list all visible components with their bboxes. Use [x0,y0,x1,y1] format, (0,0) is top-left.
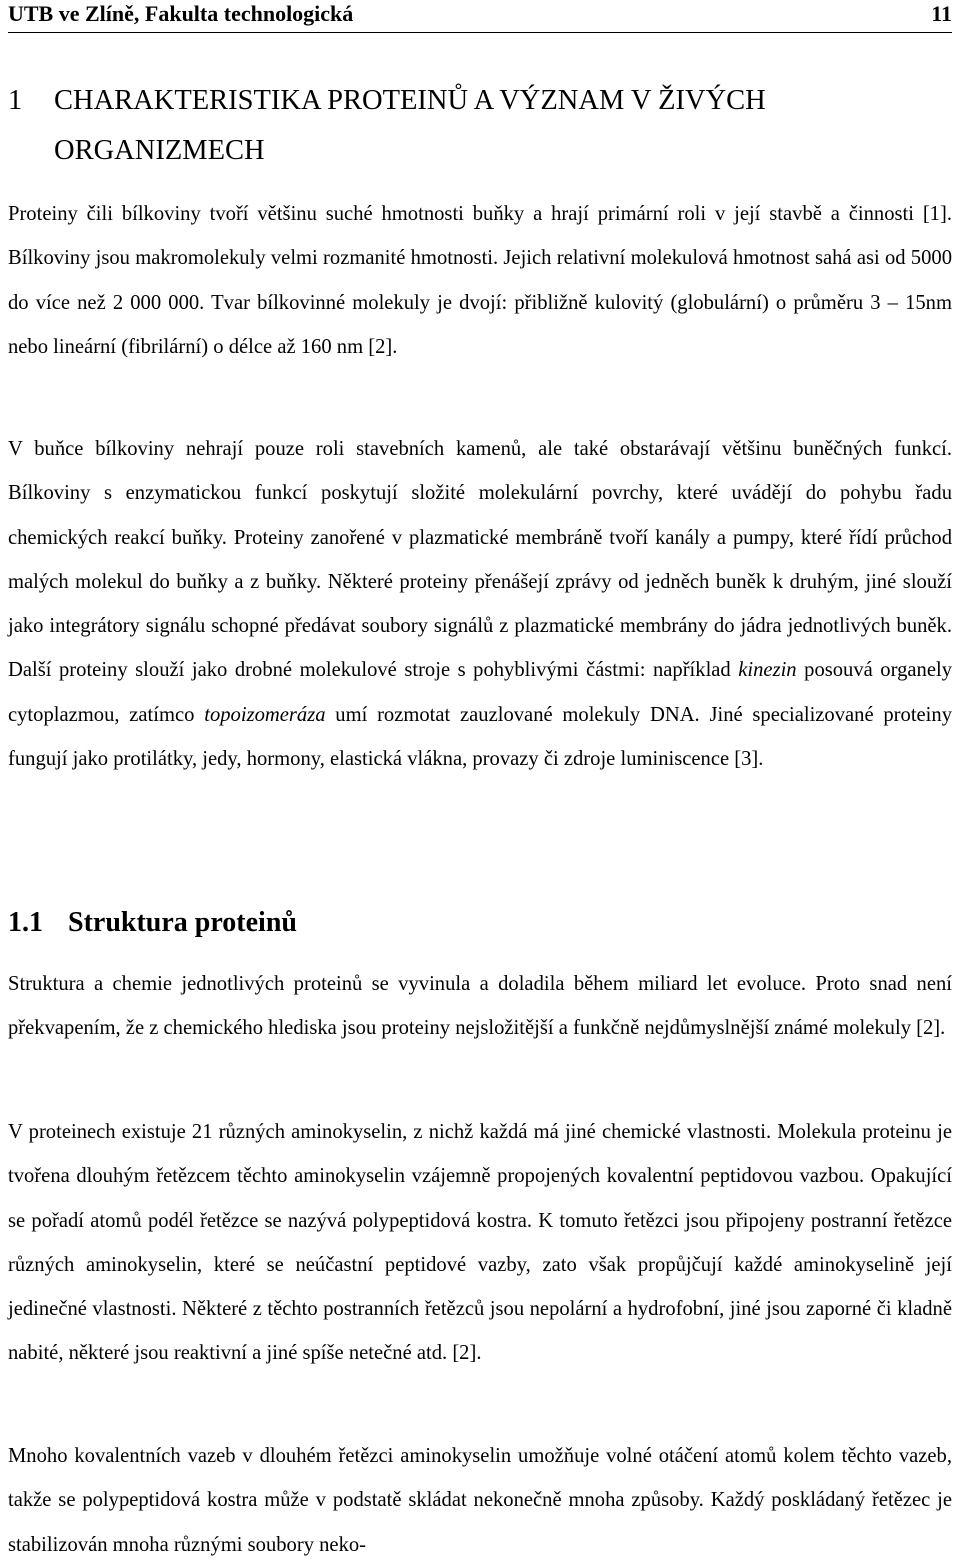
term-topoizomeraza: topoizomeráza [204,703,326,726]
section-heading [8,898,952,948]
paragraph-5: Mnoho kovalentních vazeb v dlouhém řetězci aminokyselin umožňuje volné otáčení atomů kolem těchto vazeb, takže se polypeptidová kostra může v podstatě skládat nekonečně mnoha způsoby. Každý poskládaný řetězec je stabilizován mnoha různými soubory neko- [8,1445,952,1556]
term-kinezin: kinezin [738,659,797,682]
chapter-title-line2: ORGANIZMECH [54,135,265,166]
chapter-title [54,76,952,176]
header-title: UTB ve Zlíně, Fakulta technologická [8,1,354,26]
chapter-heading [8,76,952,176]
section-number: 1.1 [8,907,43,938]
paragraph-2-part1: V buňce bílkoviny nehrají pouze roli stavebních kamenů, ale také obstarávají většinu buněčných funkcí. Bílkoviny s enzymatickou funkcí poskytují složité molekulární povrchy, které uvádějí do pohybu řadu chemických reakcí buňky. Proteiny zanořené v plazmatické membráně tvoří kanály a pumpy, které řídí průchod malých molekul do buňky a z buňky. Některé proteiny přenášejí zprávy od jedněch buněk k druhým, jiné slouží jako integrátory signálu schopné předávat soubory signálů z plazmatické membrány do jádra jednotlivých buněk. Další proteiny slouží jako drobné molekulové stroje s pohyblivými částmi: například [8,438,952,682]
paragraph-3: Struktura a chemie jednotlivých proteinů se vyvinula a doladila během miliard let evoluce. Proto snad není překvapením, že z chemického hlediska jsou proteiny nejsložitější a funkčně nejdůmyslnější známé molekuly [2]. [8,973,952,1040]
section-title: Struktura proteinů [68,907,297,938]
running-header [8,0,952,28]
chapter-title-line1: CHARAKTERISTIKA PROTEINŮ A VÝZNAM V ŽIVÝCH [54,85,766,116]
paragraph-2-part2: posouvá organely cytoplazmou, zatímco [8,659,952,726]
paragraph-4: V proteinech existuje 21 různých aminokyselin, z nichž každá má jiné chemické vlastnosti. Molekula proteinu je tvořena dlouhým řetězcem těchto aminokyselin vzájemně propojených kovalentní peptidovou vazbou. Opakující se pořadí atomů podél řetězce se nazývá polypeptidová kostra. K tomuto řetězci jsou připojeny postranní řetězce různých aminokyselin, které se neúčastní peptidové vazby, zato však propůjčují každé aminokyselině její jedinečné vlastnosti. Některé z těchto postranních řetězců jsou nepolární a hydrofobní, jiné jsou zaporné či kladně nabité, některé jsou reaktivní a jiné spíše netečné atd. [2]. [8,1121,952,1365]
paragraph-1: Proteiny čili bílkoviny tvoří většinu suché hmotnosti buňky a hrají primární roli v její stavbě a činnosti [1]. Bílkoviny jsou makromolekuly velmi rozmanité hmotnosti. Jejich relativní molekulová hmotnost sahá asi od 5000 do více než 2 000 000. Tvar bílkovinné molekuly je dvojí: přibližně kulovitý (globulární) o průměru 3 – 15nm nebo lineární (fibrilární) o délce až 160 nm [2]. [8,203,952,358]
header-divider [8,32,952,33]
paragraph-2-part3: umí rozmotat zauzlované molekuly DNA. Jiné specializované proteiny fungují jako protilátky, jedy, hormony, elastická vlákna, provazy či zdroje luminiscence [3]. [8,703,952,771]
chapter-number: 1 [8,85,23,116]
page-number: 11 [931,1,952,26]
paragraph-2 [8,427,952,781]
